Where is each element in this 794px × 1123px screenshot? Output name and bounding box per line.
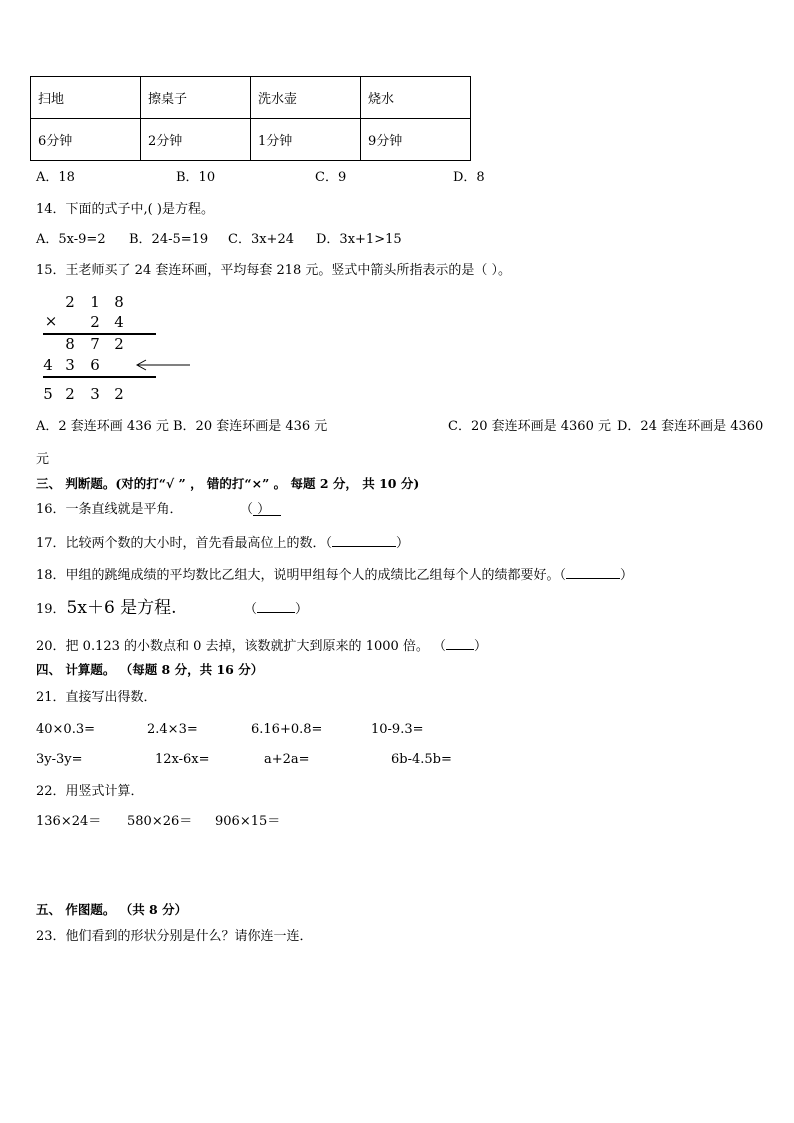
q13-option-d: D．8 <box>453 170 485 185</box>
vm-digit: 2 <box>114 335 124 353</box>
q13-option-a: A．18 <box>36 170 75 185</box>
q21-expr: 12x-6x= <box>155 752 210 767</box>
q22-expr: 580×26＝ <box>127 814 193 829</box>
q15-options-ab: A．2 套连环画 436 元 B．20 套连环画是 436 元 <box>36 419 328 434</box>
q18-close: ） <box>620 568 634 583</box>
q19-question <box>36 600 177 617</box>
q19-answer <box>244 601 308 616</box>
answer-blank[interactable] <box>446 638 474 650</box>
q17-question <box>36 535 409 550</box>
q19-num: 19． <box>36 602 66 617</box>
vm-digit: 7 <box>90 335 100 353</box>
q18-text: 18．甲组的跳绳成绩的平均数比乙组大，说明甲组每个人的成绩比乙组每个人的绩都要好。（ <box>36 568 567 583</box>
vm-digit: 2 <box>65 293 75 311</box>
vm-rule-line <box>43 376 156 378</box>
q22-expr: 136×24＝ <box>36 814 102 829</box>
q18-question <box>36 567 633 582</box>
q17-close: ） <box>396 536 410 551</box>
q20-question <box>36 638 487 653</box>
table-row <box>31 119 471 161</box>
q21-expr: 40×0.3= <box>36 722 96 737</box>
q19-close: ） <box>295 602 309 617</box>
q22-expr: 906×15＝ <box>215 814 281 829</box>
q21-expr: 3y-3y= <box>36 752 83 767</box>
q23-text: 23．他们看到的形状分别是什么？请你连一连． <box>36 929 313 944</box>
table-cell: 洗水壶 <box>251 77 361 119</box>
q20-close: ） <box>474 639 488 654</box>
q21-expr: a+2a= <box>264 752 310 767</box>
q21-expr: 10-9.3= <box>371 722 424 737</box>
vm-digit: 8 <box>65 335 75 353</box>
table-cell: 扫地 <box>31 77 141 119</box>
table-cell: 9分钟 <box>361 119 471 161</box>
q14-option-c: C．3x+24 <box>228 232 294 247</box>
q21-expr: 6b-4.5b= <box>391 752 452 767</box>
q17-text: 17．比较两个数的大小时，首先看最高位上的数．（ <box>36 536 333 551</box>
q20-text: 20．把 0.123 的小数点和 0 去掉，该数就扩大到原来的 1000 倍。 （ <box>36 639 447 654</box>
q21-text: 21．直接写出得数． <box>36 690 157 705</box>
table-cell: 1分钟 <box>251 119 361 161</box>
arrow-left-icon <box>134 359 194 371</box>
table-cell: 烧水 <box>361 77 471 119</box>
table-cell: 2分钟 <box>141 119 251 161</box>
vm-digit: 2 <box>65 385 75 403</box>
vm-digit: 2 <box>90 313 100 331</box>
q19-open: （ <box>244 602 258 617</box>
q13-option-c: C．9 <box>315 170 347 185</box>
vm-digit: 4 <box>43 356 53 374</box>
q15-option-c: C．20 套连环画是 4360 元 <box>448 419 611 434</box>
vm-digit: 5 <box>43 385 53 403</box>
vm-digit: 1 <box>90 293 100 311</box>
q22-text: 22．用竖式计算． <box>36 784 144 799</box>
q21-expr: 6.16+0.8= <box>251 722 323 737</box>
table-cell: 6分钟 <box>31 119 141 161</box>
q21-expr: 2.4×3= <box>147 722 198 737</box>
q13-option-b: B．10 <box>176 170 216 185</box>
vm-digit: 4 <box>114 313 124 331</box>
task-time-table <box>30 76 471 161</box>
vm-digit: 3 <box>90 385 100 403</box>
answer-blank[interactable] <box>566 567 620 579</box>
section-3-title: 三、 判断题。(对的打“√ ” ， 错的打“×” 。 每题 2 分， 共 10 分) <box>36 476 420 491</box>
times-sign: × <box>44 312 58 330</box>
section-5-title: 五、 作图题。 （共 8 分） <box>36 902 188 917</box>
q14-text: 14．下面的式子中,( )是方程。 <box>36 202 214 217</box>
q15-option-d-wrap: 元 <box>36 452 50 467</box>
answer-blank[interactable] <box>257 601 295 613</box>
q15-option-d: D．24 套连环画是 4360 <box>617 419 764 434</box>
vm-digit: 2 <box>114 385 124 403</box>
q16-text: 16．一条直线就是平角． <box>36 502 183 517</box>
q14-option-a: A．5x-9=2 <box>36 232 106 247</box>
table-row <box>31 77 471 119</box>
q16-answer-paren-text: （ ） <box>240 502 271 517</box>
vm-digit: 3 <box>65 356 75 374</box>
q19-expr: 5x＋6 是方程. <box>66 598 177 618</box>
answer-blank[interactable] <box>253 504 281 516</box>
q14-option-b: B．24-5=19 <box>129 232 209 247</box>
vm-digit: 8 <box>114 293 124 311</box>
section-4-title: 四、 计算题。 （每题 8 分，共 16 分） <box>36 662 264 677</box>
q15-text: 15．王老师买了 24 套连环画，平均每套 218 元。竖式中箭头所指表示的是（ ）。 <box>36 263 512 278</box>
vm-digit: 6 <box>90 356 100 374</box>
table-cell: 擦桌子 <box>141 77 251 119</box>
answer-blank[interactable] <box>332 535 396 547</box>
q14-option-d: D．3x+1>15 <box>316 232 402 247</box>
q16-answer-paren <box>240 503 270 516</box>
